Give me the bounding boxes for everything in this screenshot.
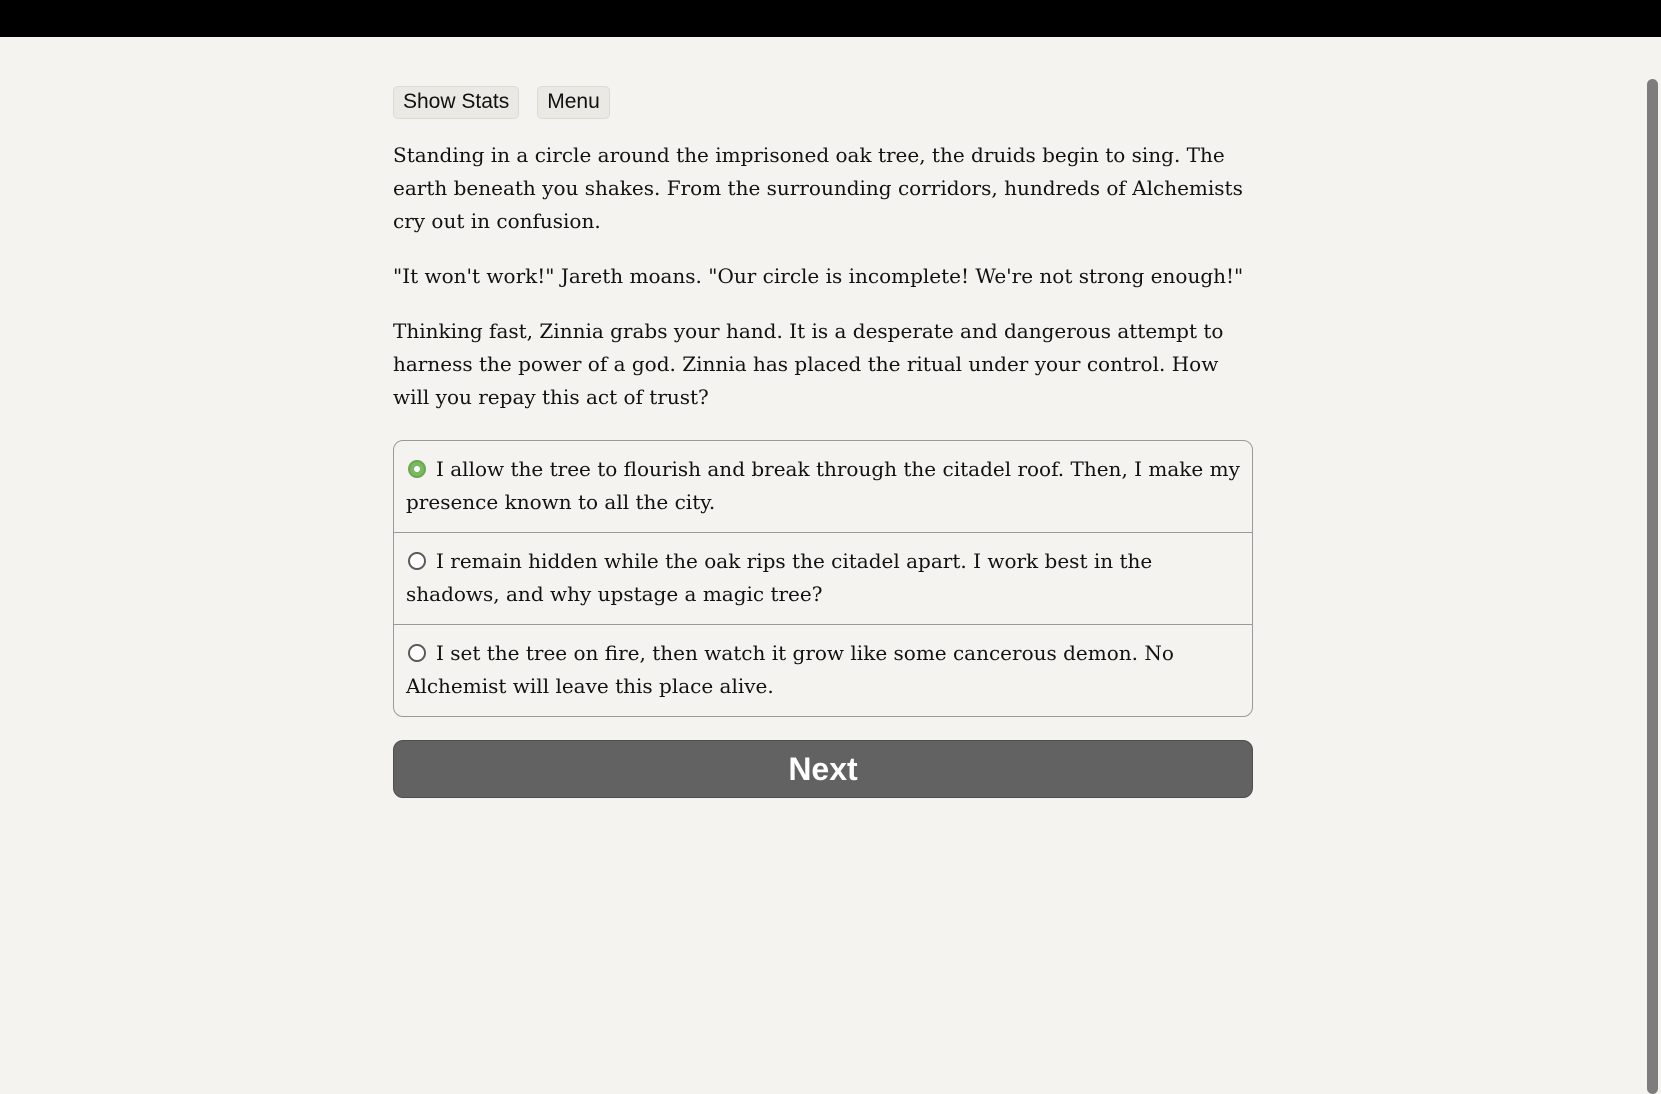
choice-list (393, 440, 1253, 717)
next-button[interactable]: Next (393, 740, 1253, 798)
story-paragraph: Thinking fast, Zinnia grabs your hand. It is a desperate and dangerous attempt to harness the power of a god. Zinnia has placed the ritual under your control. How will you repay this act of trust? (393, 319, 1224, 409)
radio-selected-icon[interactable] (408, 460, 426, 478)
scrollbar-thumb[interactable] (1647, 79, 1658, 1094)
window-top-bar (0, 0, 1661, 37)
choice-option[interactable] (394, 625, 1252, 716)
game-content (393, 86, 1253, 798)
toolbar (393, 86, 1253, 119)
story-paragraph: "It won't work!" Jareth moans. "Our circle is incomplete! We're not strong enough!" (393, 264, 1244, 288)
story-paragraph: Standing in a circle around the imprisoned oak tree, the druids begin to sing. The earth beneath you shakes. From the surrounding corridors, hundreds of Alchemists cry out in confusion. (393, 143, 1243, 233)
choice-option[interactable] (394, 441, 1252, 533)
choice-label: I allow the tree to flourish and break through the citadel roof. Then, I make my presence known to all the city. (406, 457, 1240, 514)
menu-button[interactable]: Menu (537, 86, 610, 119)
radio-unselected-icon[interactable] (408, 644, 426, 662)
scrollbar[interactable] (1643, 37, 1661, 1080)
choice-label: I set the tree on fire, then watch it grow like some cancerous demon. No Alchemist will leave this place alive. (406, 641, 1174, 698)
show-stats-button[interactable]: Show Stats (393, 86, 519, 119)
story-text (393, 139, 1253, 414)
choice-label: I remain hidden while the oak rips the citadel apart. I work best in the shadows, and why upstage a magic tree? (406, 549, 1153, 606)
choice-option[interactable] (394, 533, 1252, 625)
radio-unselected-icon[interactable] (408, 552, 426, 570)
